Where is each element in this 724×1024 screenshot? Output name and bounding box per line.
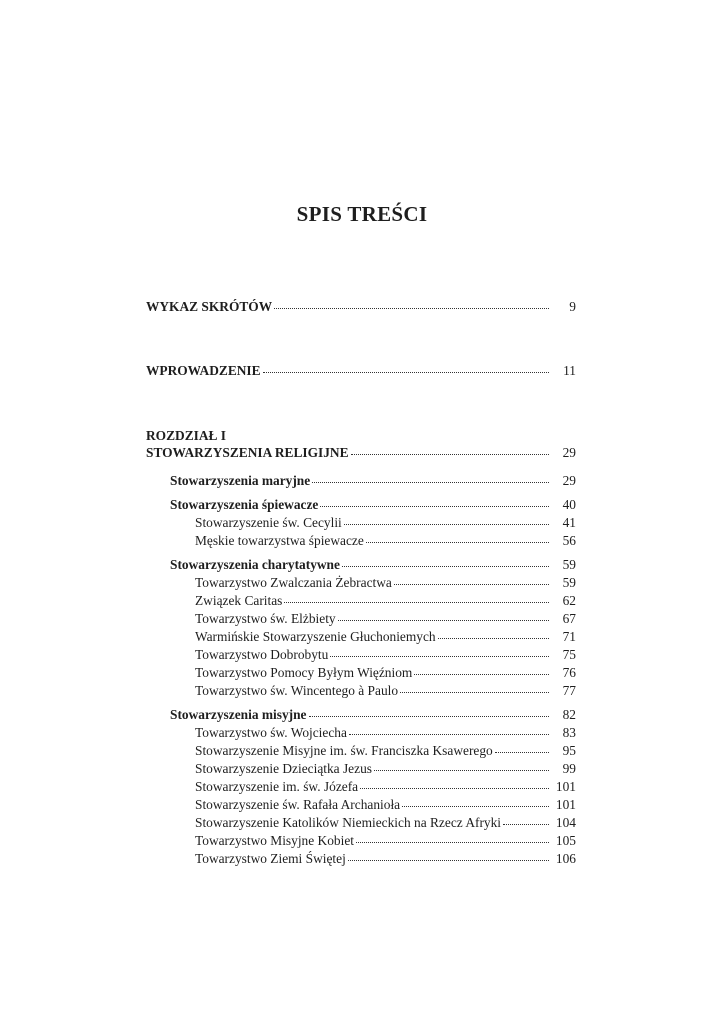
toc-entry-subsection[interactable] bbox=[195, 832, 576, 850]
dot-leader bbox=[394, 584, 549, 585]
toc-entry-title: Towarzystwo Misyjne Kobiet bbox=[195, 833, 354, 848]
dot-leader bbox=[374, 770, 549, 771]
toc-entry-title: Stowarzyszenie Misyjne im. św. Franciszka Ksawerego bbox=[195, 743, 493, 758]
toc-entry-title: Towarzystwo Pomocy Byłym Więźniom bbox=[195, 665, 413, 680]
toc-entry-title: Towarzystwo św. Elżbiety bbox=[195, 611, 336, 626]
dot-leader bbox=[351, 454, 549, 455]
toc-entry-page: 29 bbox=[562, 445, 576, 460]
toc-entry-section[interactable] bbox=[170, 706, 576, 724]
dot-leader bbox=[349, 734, 549, 735]
toc-entry-page: 41 bbox=[562, 515, 576, 530]
toc-entry-page: 76 bbox=[562, 665, 576, 680]
toc-entry-page: 99 bbox=[562, 761, 576, 776]
dot-leader bbox=[402, 806, 549, 807]
toc-entry-section[interactable] bbox=[170, 496, 576, 514]
toc-entry-title: STOWARZYSZENIA RELIGIJNE bbox=[146, 445, 349, 460]
toc-entry-title: Towarzystwo Ziemi Świętej bbox=[195, 851, 346, 866]
toc-entry-page: 59 bbox=[562, 557, 576, 572]
dot-leader bbox=[342, 566, 549, 567]
toc-entry-title: Towarzystwo Dobrobytu bbox=[195, 647, 329, 662]
toc-entry-subsection[interactable] bbox=[195, 682, 576, 700]
toc-entry-page: 67 bbox=[562, 611, 576, 626]
toc-entry-title: Męskie towarzystwa śpiewacze bbox=[195, 533, 364, 548]
toc-entry-title: Związek Caritas bbox=[195, 593, 283, 608]
toc-entry-subsection[interactable] bbox=[195, 760, 576, 778]
toc-entry-page: 29 bbox=[562, 473, 576, 488]
toc-entry-section[interactable] bbox=[170, 472, 576, 490]
toc-entry-subsection[interactable] bbox=[195, 724, 576, 742]
toc-entry-title: Stowarzyszenie św. Rafała Archanioła bbox=[195, 797, 401, 812]
dot-leader bbox=[400, 692, 549, 693]
toc-entry-subsection[interactable] bbox=[195, 814, 576, 832]
dot-leader bbox=[330, 656, 549, 657]
dot-leader bbox=[320, 506, 549, 507]
dot-leader bbox=[344, 524, 549, 525]
dot-leader bbox=[274, 308, 549, 309]
toc-entry-title: Towarzystwo św. Wojciecha bbox=[195, 725, 347, 740]
dot-leader bbox=[312, 482, 549, 483]
toc-entry-page: 83 bbox=[562, 725, 576, 740]
toc-entry-title: Stowarzyszenie św. Cecylii bbox=[195, 515, 342, 530]
toc-entry-subsection[interactable] bbox=[195, 778, 576, 796]
dot-leader bbox=[360, 788, 549, 789]
page-title: SPIS TREŚCI bbox=[296, 202, 428, 226]
toc-entry-subsection[interactable] bbox=[195, 592, 576, 610]
toc-entry-title: Stowarzyszenia charytatywne bbox=[170, 557, 340, 572]
toc-entry-page: 105 bbox=[555, 833, 576, 848]
toc-entry-subsection[interactable] bbox=[195, 532, 576, 550]
dot-leader bbox=[438, 638, 549, 639]
toc-entry-subsection[interactable] bbox=[195, 742, 576, 760]
toc-entry-title: Towarzystwo św. Wincentego à Paulo bbox=[195, 683, 399, 698]
toc-entry-title: Towarzystwo Zwalczania Żebractwa bbox=[195, 575, 392, 590]
dot-leader bbox=[348, 860, 549, 861]
dot-leader bbox=[309, 716, 550, 717]
toc-entry-subsection[interactable] bbox=[195, 610, 576, 628]
toc-entry-section[interactable] bbox=[170, 556, 576, 574]
toc-entry-subsection[interactable] bbox=[195, 850, 576, 868]
toc-entry-wprowadzenie[interactable] bbox=[146, 362, 576, 380]
dot-leader bbox=[503, 824, 549, 825]
toc-entry-title: Stowarzyszenie Katolików Niemieckich na Rzecz Afryki bbox=[195, 815, 502, 830]
toc-entry-page: 71 bbox=[562, 629, 576, 644]
toc-entry-page: 40 bbox=[562, 497, 576, 512]
toc-entry-title: Stowarzyszenia maryjne bbox=[170, 473, 311, 488]
toc-entry-subsection[interactable] bbox=[195, 514, 576, 532]
toc-entry-wykaz-skrotow[interactable] bbox=[146, 298, 576, 316]
toc-entry-page: 104 bbox=[555, 815, 576, 830]
toc-entry-page: 101 bbox=[555, 779, 576, 794]
toc-entry-subsection[interactable] bbox=[195, 628, 576, 646]
toc-entry-page: 101 bbox=[555, 797, 576, 812]
toc-entry-title: Stowarzyszenie Dzieciątka Jezus bbox=[195, 761, 372, 776]
dot-leader bbox=[366, 542, 549, 543]
toc-entry-page: 95 bbox=[562, 743, 576, 758]
dot-leader bbox=[263, 372, 549, 373]
toc-entry-subsection[interactable] bbox=[195, 646, 576, 664]
toc-entry-title: Warmińskie Stowarzyszenie Głuchoniemych bbox=[195, 629, 436, 644]
chapter-label: ROZDZIAŁ I bbox=[146, 428, 226, 443]
toc-entry-page: 59 bbox=[562, 575, 576, 590]
toc-entry-title: Stowarzyszenia misyjne bbox=[170, 707, 307, 722]
dot-leader bbox=[284, 602, 549, 603]
toc-entry-page: 56 bbox=[562, 533, 576, 548]
toc-entry-subsection[interactable] bbox=[195, 664, 576, 682]
dot-leader bbox=[495, 752, 549, 753]
dot-leader bbox=[414, 674, 549, 675]
toc-entry-page: 9 bbox=[569, 299, 576, 314]
toc-entry-page: 77 bbox=[562, 683, 576, 698]
toc-entry-page: 75 bbox=[562, 647, 576, 662]
dot-leader bbox=[356, 842, 549, 843]
toc-entry-title: WPROWADZENIE bbox=[146, 363, 261, 378]
dot-leader bbox=[338, 620, 549, 621]
toc-entry-title: Stowarzyszenia śpiewacze bbox=[170, 497, 319, 512]
toc-entry-page: 106 bbox=[555, 851, 576, 866]
toc-entry-chapter-title[interactable] bbox=[146, 444, 576, 462]
toc-entry-subsection[interactable] bbox=[195, 574, 576, 592]
toc-entry-page: 11 bbox=[563, 363, 576, 378]
toc-entry-subsection[interactable] bbox=[195, 796, 576, 814]
toc-entry-title: Stowarzyszenie im. św. Józefa bbox=[195, 779, 359, 794]
toc-entry-page: 62 bbox=[562, 593, 576, 608]
toc-entry-title: WYKAZ SKRÓTÓW bbox=[146, 299, 273, 314]
toc-entry-page: 82 bbox=[562, 707, 576, 722]
